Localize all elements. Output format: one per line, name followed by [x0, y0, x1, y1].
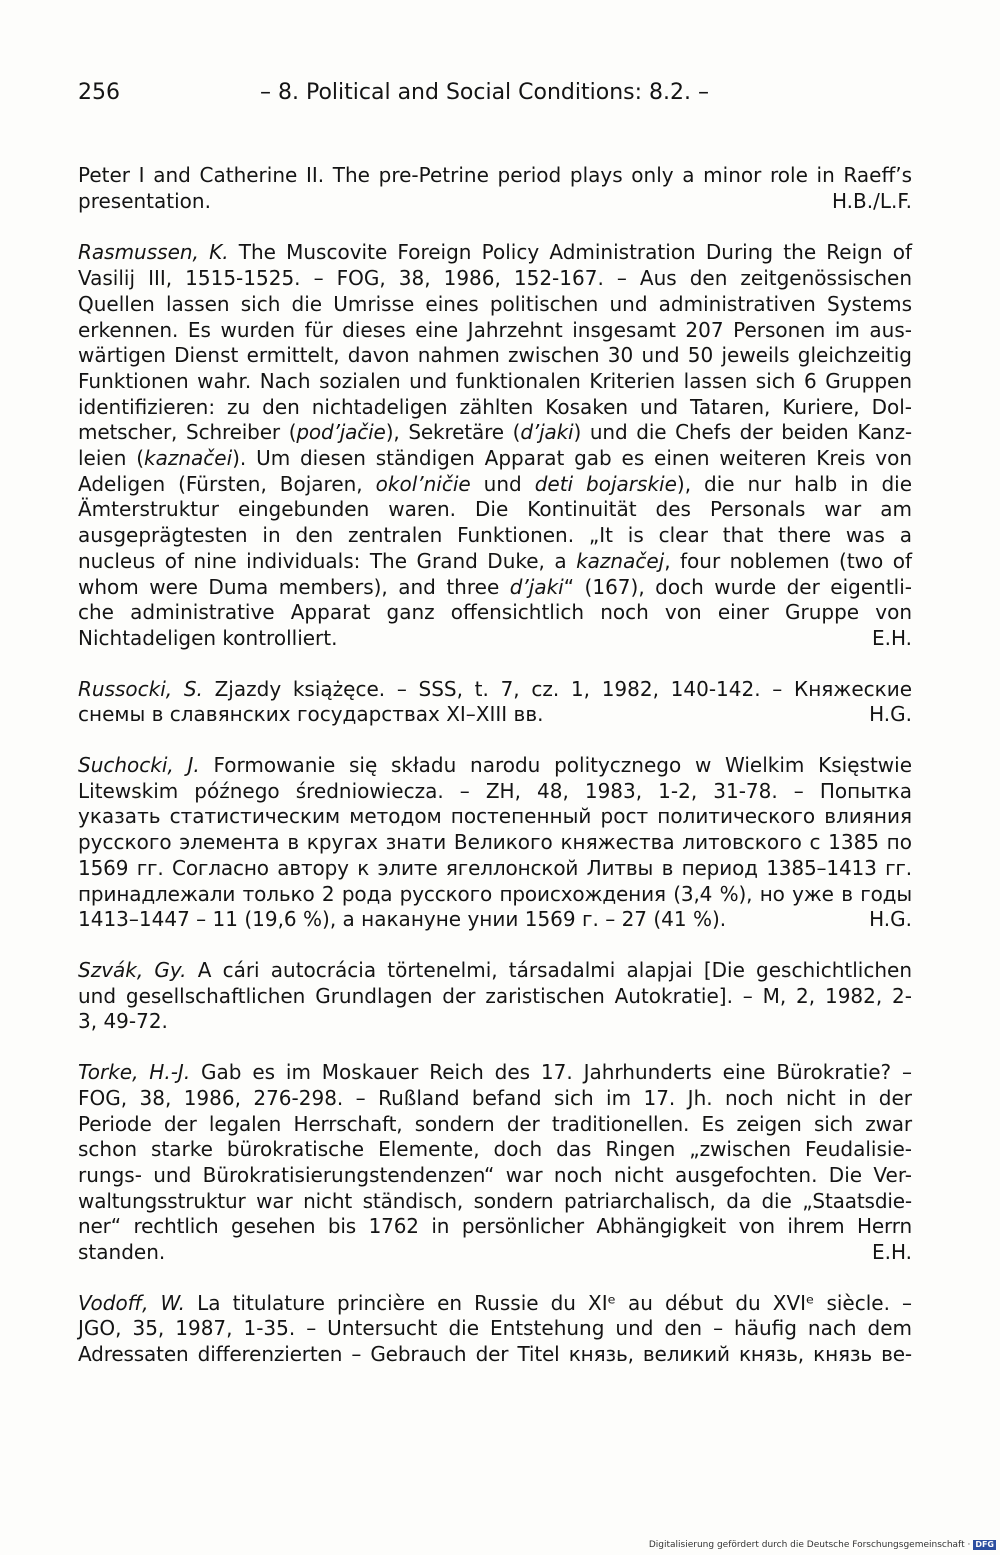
entry-line	[78, 446, 912, 472]
entry-line: 1413–1447 – 11 (19,6 %), а накануне унии 1569 г. – 27 (41 %).	[78, 907, 727, 932]
entry-line: снемы в славянских государствах XI–XIII вв.	[78, 702, 544, 727]
dfg-logo: DFG	[975, 1540, 994, 1549]
text-run: whom were Duma members), and three	[78, 574, 510, 599]
footer-credit: Digitalisierung gefördert durch die Deutsche Forschungsgemeinschaft ·	[648, 1540, 971, 1550]
entry-line	[78, 958, 912, 984]
entry-title: Formowanie się składu narodu politycznego w Wielkim Księstwie	[199, 753, 913, 778]
italic-term: kaznačei	[144, 446, 233, 471]
entry-title: La titulature princière en Russie du XIᵉ au début du XVIᵉ siècle. –	[185, 1290, 913, 1315]
text-run: ), die nur halb in die	[676, 471, 912, 496]
text-run: Adeligen (Fürsten, Bojaren,	[78, 471, 376, 496]
text-run: und	[470, 471, 535, 496]
entry-title: The Muscovite Foreign Policy Administration During the Reign of	[228, 240, 912, 265]
text-run: nucleus of nine individuals: The Grand Duke, a	[78, 548, 577, 573]
bibliography-entry-suchocki	[78, 753, 912, 933]
entry-line: waltungsstruktur war nicht ständisch, sondern patriarchalisch, da die „Staatsdie-	[78, 1188, 912, 1213]
italic-term: okol’ničie	[375, 471, 471, 496]
entry-line: указать статистическим методом постепенный рост политического влияния	[78, 804, 912, 829]
entry-line	[78, 1060, 912, 1086]
text-run: , four noblemen (two of	[664, 548, 912, 573]
reviewer-initials: H.G.	[869, 907, 912, 932]
entry-line: Nichtadeligen kontrolliert.	[78, 625, 338, 650]
text-run: “ (167), doch wurde der eigentli-	[563, 574, 912, 599]
bibliography-entry-russocki	[78, 677, 912, 728]
entry-author: Vodoff, W.	[78, 1290, 186, 1315]
italic-term: kaznačej	[576, 548, 665, 573]
italic-term: d’jaki	[520, 420, 574, 445]
running-head: – 8. Political and Social Conditions: 8.2. –	[260, 80, 709, 105]
entry-line: wärtigen Dienst ermittelt, davon nahmen zwischen 30 und 50 jeweils gleichzeitig	[78, 343, 912, 368]
entry-author: Suchocki, J.	[78, 753, 200, 778]
entry-author: Rasmussen, K.	[78, 240, 229, 265]
entry-line: identifizieren: zu den nichtadeligen zählten Kosaken und Tataren, Kuriere, Dol-	[78, 394, 912, 419]
entry-line: ausgeprägtesten in den zentralen Funktionen. „It is clear that there was a	[78, 523, 912, 548]
entry-line: Ämterstruktur eingebunden waren. Die Kontinuität des Personals war am	[78, 497, 912, 522]
bibliography-entry-rasmussen	[78, 240, 912, 651]
entry-last-line	[78, 1240, 912, 1266]
bibliography-body	[78, 163, 912, 1393]
entry-line: erkennen. Es wurden für dieses eine Jahrzehnt insgesamt 207 Personen im aus-	[78, 317, 912, 342]
italic-term: d’jaki	[509, 574, 564, 599]
entry-line	[78, 575, 912, 601]
reviewer-initials: E.H.	[871, 625, 912, 650]
entry-title: A cári autocrácia törtenelmi, társadalmi alapjai [Die geschichtlichen	[186, 957, 912, 982]
entry-line	[78, 753, 912, 779]
entry-last-line	[78, 907, 912, 933]
entry-line: Periode der legalen Herrschaft, sondern der traditionellen. Es zeigen sich zwar	[78, 1111, 912, 1136]
reviewer-initials: H.B./L.F.	[831, 188, 912, 213]
entry-line: ner“ rechtlich gesehen bis 1762 in persönlicher Abhängigkeit von ihrem Herrn	[78, 1214, 912, 1239]
entry-author: Szvák, Gy.	[78, 957, 187, 982]
entry-title: Gab es im Moskauer Reich des 17. Jahrhunderts eine Bürokratie? –	[190, 1060, 912, 1085]
entry-line	[78, 1291, 912, 1317]
entry-line: Vasilij III, 1515-1525. – FOG, 38, 1986, 152-167. – Aus den zeitgenössischen	[78, 266, 912, 291]
entry-line: русского элемента в кругах знати Великого княжества литовского с 1385 по	[78, 830, 912, 855]
entry-author: Russocki, S.	[78, 676, 203, 701]
bibliography-entry-torke	[78, 1060, 912, 1266]
entry-line: che administrative Apparat ganz offensichtlich noch von einer Gruppe von	[78, 600, 912, 625]
entry-line: JGO, 35, 1987, 1-35. – Untersucht die Entstehung und den – häufig nach dem	[78, 1316, 912, 1341]
entry-line	[78, 240, 912, 266]
entry-line: presentation.	[78, 188, 211, 213]
entry-title: Zjazdy książęce. – SSS, t. 7, cz. 1, 1982, 140-142. – Княжеские	[202, 676, 912, 701]
digitization-footer	[649, 1540, 996, 1550]
text-run: ) und die Chefs der beiden Kanz-	[573, 420, 912, 445]
reviewer-initials: E.H.	[871, 1240, 912, 1265]
text-run: metscher, Schreiber (	[78, 420, 297, 445]
entry-last-line	[78, 626, 912, 652]
entry-line: und gesellschaftlichen Grundlagen der zaristischen Autokratie]. – M, 2, 1982, 2-	[78, 983, 912, 1008]
text-run: ), Sekretäre (	[385, 420, 521, 445]
entry-line: FOG, 38, 1986, 276-298. – Rußland befand sich im 17. Jh. noch nicht in der	[78, 1085, 912, 1110]
entry-line: 1569 гг. Согласно автору к элите ягеллонской Литвы в период 1385–1413 гг.	[78, 855, 912, 880]
entry-line: Adressaten differenzierten – Gebrauch der Titel князь, великий князь, князь ве-	[78, 1342, 912, 1367]
entry-line: standen.	[78, 1240, 166, 1265]
entry-line	[78, 420, 912, 446]
entry-line: rungs- und Bürokratisierungstendenzen“ war noch nicht ausgefochten. Die Ver-	[78, 1162, 912, 1187]
entry-line	[78, 549, 912, 575]
entry-last-line	[78, 702, 912, 728]
bibliography-entry-vodoff	[78, 1291, 912, 1368]
entry-line: Peter I and Catherine II. The pre-Petrine period plays only a minor role in Raeff’s	[78, 163, 912, 187]
entry-last-line	[78, 189, 912, 215]
reviewer-initials: H.G.	[869, 702, 912, 727]
page-header	[78, 80, 912, 114]
italic-term: pod’jačie	[296, 420, 386, 445]
italic-term: deti bojarskie	[534, 471, 677, 496]
text-run: ). Um diesen ständigen Apparat gab es einen weiteren Kreis von	[232, 446, 912, 471]
entry-line: Quellen lassen sich die Umrisse eines politischen und administrativen Systems	[78, 291, 912, 316]
entry-line: schon starke bürokratische Elemente, doch das Ringen „zwischen Feudalisie-	[78, 1137, 912, 1162]
entry-line: принадлежали только 2 рода русского происхождения (3,4 %), но уже в годы	[78, 881, 912, 906]
entry-author: Torke, H.-J.	[78, 1060, 191, 1085]
entry-line: Litewskim późnego średniowiecza. – ZH, 48, 1983, 1-2, 31-78. – Попытка	[78, 778, 912, 803]
text-run: leien (	[78, 446, 144, 471]
page-number: 256	[78, 80, 120, 105]
bibliography-entry-continuation	[78, 163, 912, 214]
entry-line	[78, 677, 912, 703]
entry-line: 3, 49-72.	[78, 1009, 168, 1034]
entry-line: Funktionen wahr. Nach sozialen und funktionalen Kriterien lassen sich 6 Gruppen	[78, 368, 912, 393]
entry-line	[78, 472, 912, 498]
bibliography-entry-szvak	[78, 958, 912, 1035]
